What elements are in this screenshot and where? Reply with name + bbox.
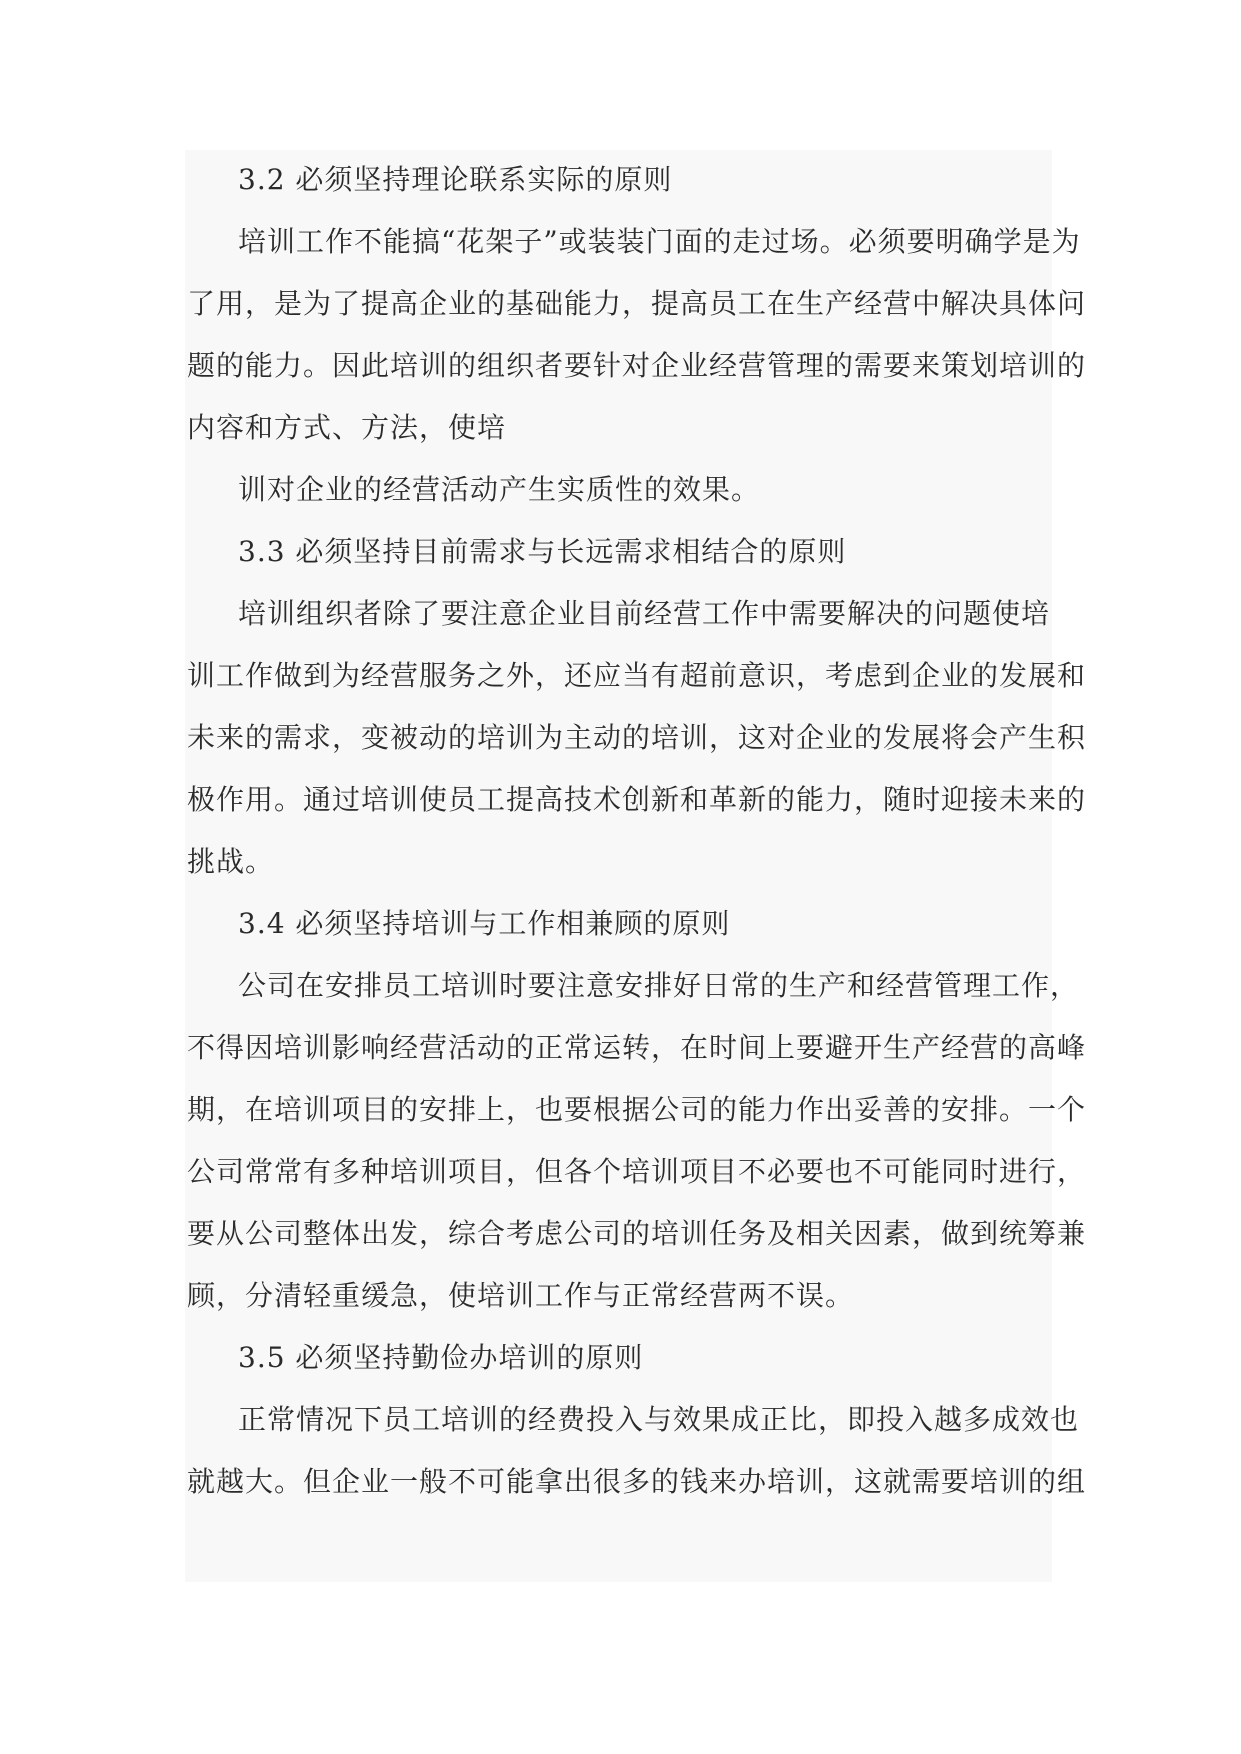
paragraph-line: 题的能力。因此培训的组织者要针对企业经营管理的需要来策划培训的 [187,349,1087,382]
paragraph-line: 未来的需求，变被动的培训为主动的培训，这对企业的发展将会产生积 [187,721,1087,754]
paragraph-line: 不得因培训影响经营活动的正常运转，在时间上要避开生产经营的高峰 [187,1031,1087,1064]
paragraph-line: 训工作做到为经营服务之外，还应当有超前意识，考虑到企业的发展和 [187,659,1087,692]
paragraph-line: 了用，是为了提高企业的基础能力，提高员工在生产经营中解决具体问 [187,287,1087,320]
section-heading-3-3: 3.3 必须坚持目前需求与长远需求相结合的原则 [238,535,847,568]
paragraph-line: 挑战。 [187,845,275,878]
paragraph-line: 公司在安排员工培训时要注意安排好日常的生产和经营管理工作， [238,969,1080,1002]
paragraph-line: 培训组织者除了要注意企业目前经营工作中需要解决的问题使培 [238,597,1051,630]
section-heading-3-4: 3.4 必须坚持培训与工作相兼顾的原则 [238,907,731,940]
paragraph-line: 极作用。通过培训使员工提高技术创新和革新的能力，随时迎接未来的 [187,783,1087,816]
paragraph-line: 内容和方式、方法，使培 [187,411,507,444]
paragraph-line: 要从公司整体出发，综合考虑公司的培训任务及相关因素，做到统筹兼 [187,1217,1087,1250]
paragraph-line: 就越大。但企业一般不可能拿出很多的钱来办培训，这就需要培训的组 [187,1465,1087,1498]
section-heading-3-5: 3.5 必须坚持勤俭办培训的原则 [238,1341,644,1374]
section-heading-3-2: 3.2 必须坚持理论联系实际的原则 [238,163,673,196]
paragraph-line: 顾，分清轻重缓急，使培训工作与正常经营两不误。 [187,1279,855,1312]
paragraph-line: 培训工作不能搞“花架子”或装装门面的走过场。必须要明确学是为 [238,225,1081,258]
paragraph-line: 正常情况下员工培训的经费投入与效果成正比，即投入越多成效也 [238,1403,1080,1436]
paragraph-line: 期，在培训项目的安排上，也要根据公司的能力作出妥善的安排。一个 [187,1093,1087,1126]
paragraph-line: 训对企业的经营活动产生实质性的效果。 [238,473,761,506]
paragraph-line: 公司常常有多种培训项目，但各个培训项目不必要也不可能同时进行， [187,1155,1087,1188]
